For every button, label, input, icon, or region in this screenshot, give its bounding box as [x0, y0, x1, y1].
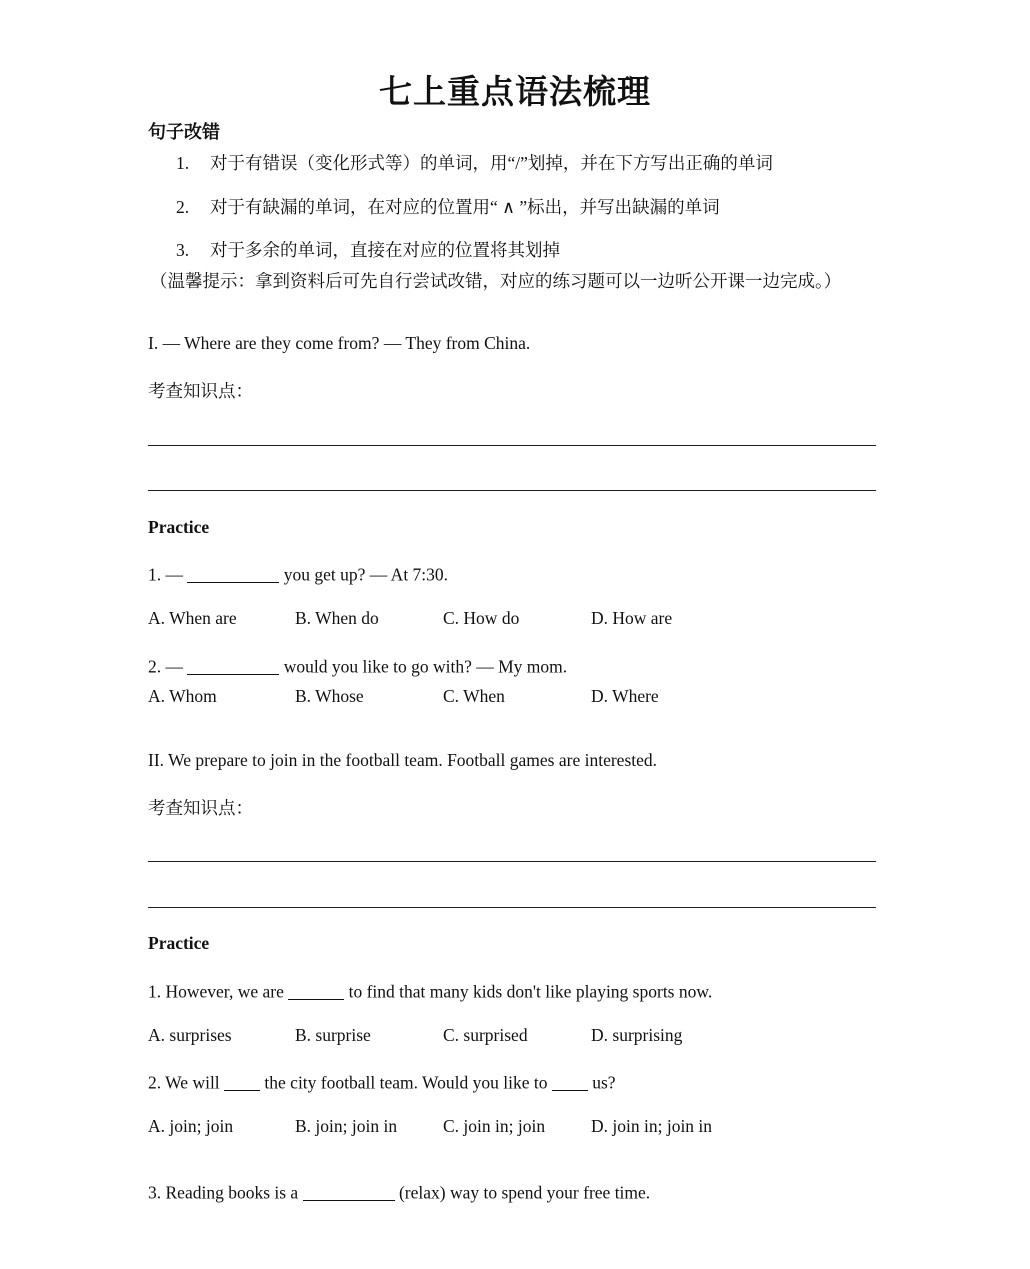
- question-text: 3. Reading books is a: [148, 1182, 303, 1203]
- question: [148, 979, 712, 1003]
- question-text: 2. —: [148, 656, 188, 677]
- option-d[interactable]: D. How are: [591, 608, 673, 628]
- answer-blank[interactable]: [288, 981, 344, 1000]
- option-d[interactable]: D. Where: [591, 686, 659, 706]
- question: [148, 654, 567, 678]
- answer-blank[interactable]: [224, 1072, 260, 1091]
- rule-text: 对于多余的单词，直接在对应的位置将其划掉: [210, 240, 560, 260]
- answer-blank[interactable]: [303, 1182, 395, 1201]
- option-d[interactable]: D. surprising: [591, 1025, 683, 1045]
- answer-blank[interactable]: [187, 564, 279, 583]
- answer-blank[interactable]: [552, 1072, 588, 1091]
- option-a[interactable]: A. When are: [148, 608, 237, 628]
- question: [148, 562, 448, 586]
- rule-number: 1.: [176, 153, 190, 173]
- option-b[interactable]: B. surprise: [295, 1025, 371, 1045]
- option-c[interactable]: C. When: [443, 686, 505, 706]
- question-text: 2. We will: [148, 1072, 225, 1093]
- option-a[interactable]: A. Whom: [148, 686, 217, 706]
- question-text: us?: [587, 1072, 616, 1093]
- option-c[interactable]: C. How do: [443, 608, 520, 628]
- knowledge-label: 考查知识点：: [148, 381, 253, 401]
- rule-text: 对于有错误（变化形式等）的单词，用“/”划掉，并在下方写出正确的单词: [210, 153, 773, 173]
- question-text: you get up? — At 7:30.: [279, 564, 449, 585]
- answer-line[interactable]: [148, 490, 876, 491]
- section-heading: 句子改错: [148, 122, 220, 142]
- option-d[interactable]: D. join in; join in: [591, 1116, 713, 1136]
- question-text: would you like to go with? — My mom.: [279, 656, 568, 677]
- rule-item: [176, 194, 720, 219]
- question: [148, 1070, 616, 1094]
- rule-item: [176, 150, 773, 175]
- answer-blank[interactable]: [187, 656, 279, 675]
- error-sentence-1: I. — Where are they come from? — They from China.: [148, 333, 531, 353]
- question-text: 1. However, we are: [148, 981, 289, 1002]
- option-b[interactable]: B. join; join in: [295, 1116, 398, 1136]
- answer-line[interactable]: [148, 861, 876, 862]
- practice-heading: Practice: [148, 933, 210, 953]
- page-title: 七上重点语法梳理: [379, 75, 651, 111]
- option-a[interactable]: A. surprises: [148, 1025, 232, 1045]
- question-text: (relax) way to spend your free time.: [394, 1182, 651, 1203]
- option-c[interactable]: C. join in; join: [443, 1116, 546, 1136]
- option-a[interactable]: A. join; join: [148, 1116, 234, 1136]
- rule-text: 对于有缺漏的单词，在对应的位置用“ ∧ ”标出，并写出缺漏的单词: [210, 197, 720, 217]
- option-b[interactable]: B. When do: [295, 608, 379, 628]
- rule-number: 2.: [176, 197, 190, 217]
- option-c[interactable]: C. surprised: [443, 1025, 528, 1045]
- rule-number: 3.: [176, 240, 190, 260]
- question-text: the city football team. Would you like to: [260, 1072, 552, 1093]
- option-b[interactable]: B. Whose: [295, 686, 364, 706]
- answer-line[interactable]: [148, 907, 876, 908]
- answer-line[interactable]: [148, 445, 876, 446]
- question: [148, 1180, 650, 1204]
- tip-note: （温馨提示：拿到资料后可先自行尝试改错，对应的练习题可以一边听公开课一边完成。）: [150, 271, 842, 291]
- error-sentence-2: II. We prepare to join in the football team. Football games are interested.: [148, 750, 658, 770]
- question-text: to find that many kids don't like playing sports now.: [344, 981, 713, 1002]
- practice-heading: Practice: [148, 517, 210, 537]
- rule-item: [176, 237, 560, 262]
- knowledge-label: 考查知识点：: [148, 798, 253, 818]
- question-text: 1. —: [148, 564, 188, 585]
